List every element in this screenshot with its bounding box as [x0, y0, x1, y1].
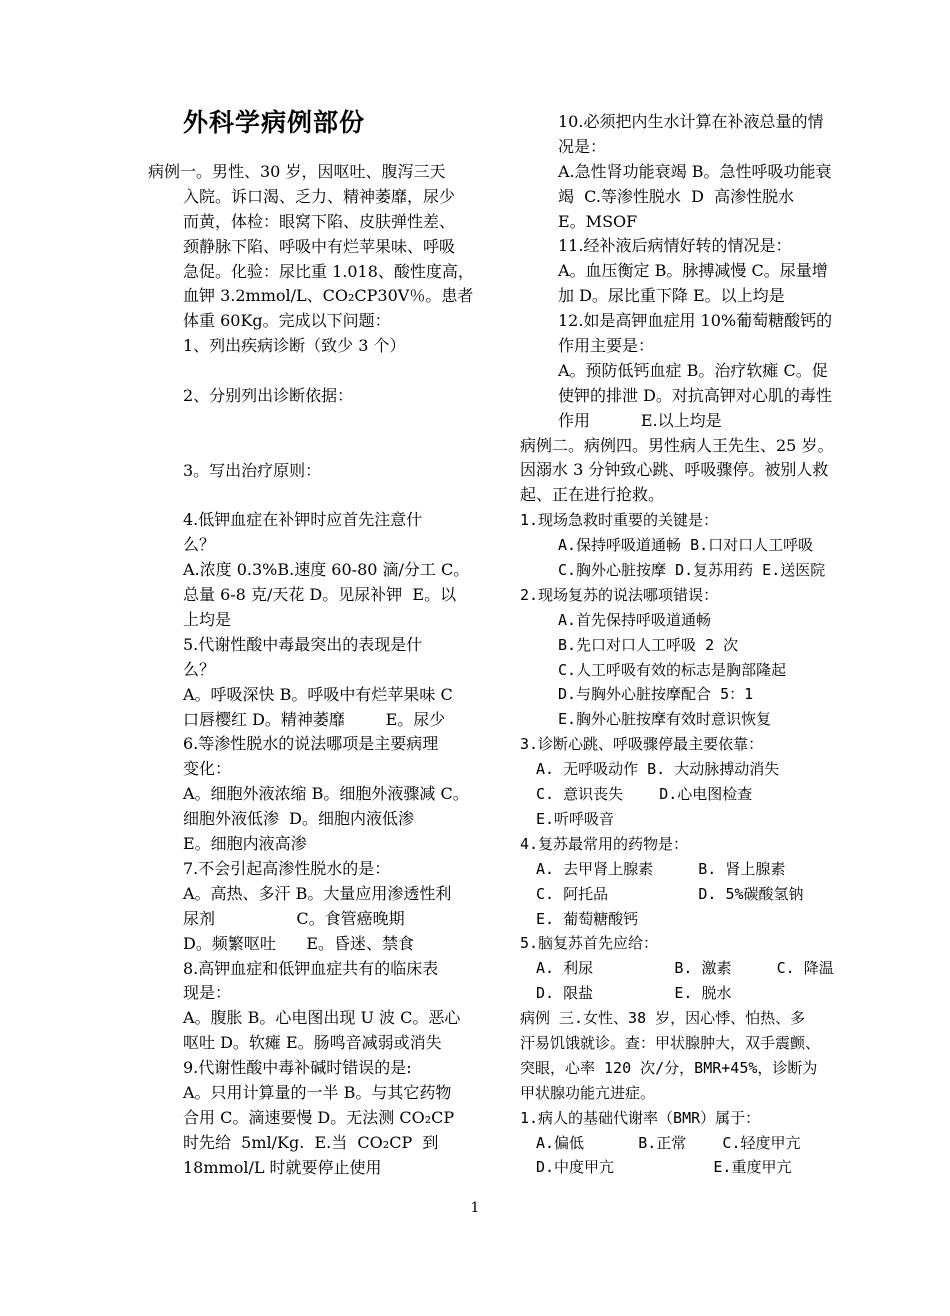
text-line: 4.低钾血症在补钾时应首先注意什: [183, 510, 423, 530]
text-line: A.偏低 B.正常 C.轻度甲亢: [536, 1133, 801, 1152]
text-line: 11.经补液后病情好转的情况是：: [558, 236, 792, 256]
text-line: A。只用计算量的一半 B。与其它药物: [183, 1082, 452, 1102]
blank-line: [148, 409, 486, 434]
text-line: E. 葡萄糖酸钙: [536, 909, 639, 928]
text-line: 总量 6-8 克/天花 D。见尿补钾 E。以: [183, 585, 457, 605]
text-line: A。高热、多汗 B。大量应用渗透性利: [183, 883, 452, 903]
text-line: 么？: [183, 659, 216, 679]
text-line: 细胞外液低渗 D。细胞内液低渗: [183, 809, 415, 829]
text-line: E.听呼吸音: [536, 809, 615, 828]
text-line: 合用 C。滴速要慢 D。无法测 CO₂CP: [183, 1107, 455, 1127]
text-line: A。细胞外液浓缩 B。细胞外液骤减 C。: [183, 784, 469, 804]
text-line: 3.诊断心跳、呼吸骤停最主要依靠：: [520, 735, 764, 754]
text-line: 呕吐 D。软瘫 E。肠鸣音减弱或消失: [183, 1033, 442, 1053]
text-line: A.浓度 0.3%B.速度 60-80 滴/分工 C。: [183, 560, 470, 580]
text-line: 现是：: [183, 983, 232, 1003]
text-line: 么？: [183, 535, 216, 555]
text-line: 1、列出疾病诊断（致少 3 个）: [183, 336, 406, 356]
text-line: A. 无呼吸动作 B. 大动脉搏动消失: [536, 760, 780, 779]
text-line: C. 阿托品 D. 5%碳酸氢钠: [536, 884, 804, 903]
text-line: C.人工呼吸有效的标志是胸部隆起: [558, 660, 787, 679]
text-line: A.首先保持呼吸道通畅: [558, 610, 712, 629]
text-line: A. 去甲肾上腺素 B. 肾上腺素: [536, 859, 786, 878]
text-line: A. 利尿 B. 激素 C. 降温: [536, 959, 834, 978]
text-line: 起、正在进行抢救。: [520, 485, 665, 505]
text-line: 时先给 5ml/Kg. E.当 CO₂CP 到: [183, 1132, 439, 1152]
text-line: 病例二。病例四。男性病人王先生、25 岁。: [520, 435, 834, 455]
blank-line: [148, 359, 486, 384]
text-line: 18mmol/L 时就要停止使用: [183, 1157, 382, 1177]
text-line: 因溺水 3 分钟致心跳、呼吸骤停。被别人救: [520, 460, 829, 480]
text-line: 6.等渗性脱水的说法哪项是主要病理: [183, 734, 439, 754]
text-line: A.急性肾功能衰竭 B。急性呼吸功能衰: [558, 161, 832, 181]
text-line: A。呼吸深快 B。呼吸中有烂苹果味 C: [183, 684, 453, 704]
page-number: 1: [470, 1200, 480, 1216]
text-line: A.保持呼吸道通畅 B.口对口人工呼吸: [558, 536, 814, 555]
text-line: E。MSOF: [558, 211, 638, 231]
text-line: 血钾 3.2mmol/L、CO₂CP30V％。患者: [183, 286, 474, 306]
text-line: 竭 C.等渗性脱水 D 高渗性脱水: [558, 186, 795, 206]
text-line: C.胸外心脏按摩 D.复苏用药 E.送医院: [558, 561, 826, 580]
text-line: A。腹胀 B。心电图出现 U 波 C。恶心: [183, 1008, 461, 1028]
text-line: 况是：: [558, 136, 607, 156]
text-line: D.与胸外心脏按摩配合 5：1: [558, 685, 754, 704]
text-line: 10.必须把内生水计算在补液总量的情: [558, 112, 824, 131]
text-line: 4.复苏最常用的药物是：: [520, 834, 689, 853]
text-line: C. 意识丧失 D.心电图检查: [536, 785, 753, 804]
text-line: B.先口对口人工呼吸 2 次: [558, 635, 739, 654]
text-line: D.中度甲亢 E.重度甲亢: [536, 1158, 792, 1177]
text-line: A。血压衡定 B。脉搏减慢 C。尿量增: [558, 261, 828, 281]
text-line: 颈静脉下陷、呼吸中有烂苹果味、呼吸: [183, 236, 456, 256]
blank-line: [148, 484, 486, 509]
text-line: E.胸外心脏按摩有效时意识恢复: [558, 710, 772, 729]
left-column: [148, 160, 486, 1181]
text-line: 体重 60Kg。完成以下问题：: [183, 311, 391, 331]
text-line: 口唇樱红 D。精神萎靡 E。尿少: [183, 709, 446, 729]
text-line: D. 限盐 E. 脱水: [536, 984, 732, 1003]
text-line: 突眼，心率 120 次/分，BMR+45%，诊断为: [520, 1058, 818, 1077]
text-line: 作用主要是：: [558, 336, 655, 356]
text-line: 使钾的排泄 D。对抗高钾对心肌的毒性: [558, 385, 832, 405]
text-line: 病例 三.女性、38 岁，因心悸、怕热、多: [520, 1009, 806, 1028]
text-line: 而黄，体检：眼窝下陷、皮肤弹性差、: [183, 211, 456, 231]
text-line: 急促。化验：尿比重 1.018、酸性度高，: [183, 261, 474, 281]
text-line: 入院。诉口渴、乏力、精神萎靡，尿少: [183, 186, 456, 206]
text-line: 2、分别列出诊断依据：: [183, 386, 354, 406]
text-line: 汗易饥饿就诊。查：甲状腺肿大，双手震颤、: [520, 1033, 821, 1052]
text-line: 9.代谢性酸中毒补碱时错误的是:: [183, 1058, 412, 1078]
text-line: 5.代谢性酸中毒最突出的表现是什: [183, 634, 423, 654]
text-line: 上均是: [183, 610, 232, 630]
text-line: 1.病人的基础代谢率（BMR）属于：: [520, 1108, 761, 1127]
text-line: 尿剂 C。食管癌晚期: [183, 908, 405, 928]
text-line: 8.高钾血症和低钾血症共有的临床表: [183, 958, 439, 978]
blank-line: [148, 434, 486, 459]
text-line: 病例一。男性、30 岁，因呕吐、腹泻三天: [148, 162, 446, 181]
text-line: E。细胞内液高渗: [183, 834, 307, 854]
text-line: 12.如是高钾血症用 10%葡萄糖酸钙的: [558, 311, 833, 331]
text-line: 2.现场复苏的说法哪项错误：: [520, 585, 719, 604]
text-line: 作用 E.以上均是: [558, 410, 722, 430]
text-line: 加 D。尿比重下降 E。以上均是: [558, 286, 785, 306]
text-line: 甲状腺功能亢进症。: [520, 1083, 656, 1102]
text-line: 3。写出治疗原则：: [183, 460, 322, 480]
text-line: 5.脑复苏首先应给：: [520, 934, 659, 953]
text-line: D。频繁呕吐 E。昏迷、禁食: [183, 933, 415, 953]
text-line: 1.现场急救时重要的关键是：: [520, 511, 719, 530]
text-line: 7.不会引起高渗性脱水的是：: [183, 858, 391, 878]
page-title: 外科学病例部份: [183, 108, 366, 137]
right-column: [520, 110, 858, 1180]
text-line: A。预防低钙血症 B。治疗软瘫 C。促: [558, 360, 828, 380]
text-line: 变化：: [183, 759, 232, 779]
